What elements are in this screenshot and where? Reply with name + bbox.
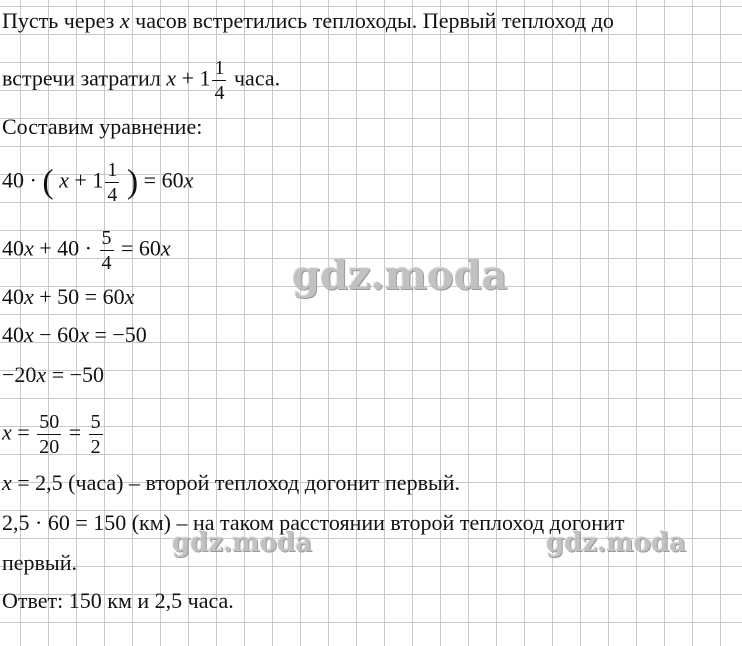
text: 40 <box>2 322 24 347</box>
text-line-1 <box>2 8 614 34</box>
equation-3 <box>2 284 134 310</box>
numerator: 50 <box>39 411 60 433</box>
fraction <box>37 412 61 457</box>
fraction <box>89 412 103 457</box>
denominator: 4 <box>107 184 118 206</box>
equation-5 <box>2 362 104 388</box>
text: = −50 <box>51 362 105 387</box>
denominator: 20 <box>39 436 60 458</box>
denominator: 4 <box>101 252 112 274</box>
text: = 60 <box>121 235 161 261</box>
text: = 2,5 (часа) – второй теплоход догонит первый. <box>17 470 461 495</box>
text-line-3 <box>2 114 202 140</box>
text: − 60 <box>39 322 80 347</box>
equation-7 <box>2 470 460 496</box>
text: + 40 · <box>39 235 92 261</box>
text: 2,5 · 60 = 150 (км) – на таком расстоянии второй теплоход догонит <box>2 510 625 535</box>
watermark-logo: gdz.moda <box>172 528 313 558</box>
text: часов встретились теплоходы. Первый теплоход до <box>135 8 614 33</box>
variable-x: x <box>2 419 12 445</box>
variable-x: x <box>183 167 194 193</box>
variable-x: x <box>24 284 34 309</box>
text: = −50 <box>94 322 147 347</box>
text: Пусть через <box>2 8 115 33</box>
text: 40 · <box>2 167 37 193</box>
text: = <box>68 419 82 445</box>
numerator: 1 <box>107 159 118 181</box>
variable-x: x <box>36 362 47 387</box>
answer-line <box>2 588 234 614</box>
denominator: 2 <box>90 436 101 458</box>
text: встречи затратил <box>2 65 161 91</box>
fraction <box>212 58 226 103</box>
watermark-logo: gdz.moda <box>546 528 687 558</box>
variable-x: x <box>160 235 171 261</box>
text: −20 <box>2 362 37 387</box>
numerator: 1 <box>214 57 225 79</box>
variable-x: x <box>24 235 34 261</box>
text: = <box>17 419 30 445</box>
variable-x: x <box>2 470 12 495</box>
text-line-2 <box>2 58 280 103</box>
text: первый. <box>2 550 77 575</box>
equation-2 <box>2 228 171 273</box>
text: 40 <box>2 235 24 261</box>
text: 40 <box>2 284 24 309</box>
variable-x: x <box>124 284 135 309</box>
paren-open: ( <box>42 163 54 201</box>
paren-close: ) <box>126 163 139 201</box>
text: часа. <box>233 65 281 91</box>
variable-x: x <box>79 322 89 347</box>
equation-4 <box>2 322 147 348</box>
fraction <box>100 228 114 273</box>
variable-x: x <box>24 322 34 347</box>
variable-x: x <box>166 65 177 91</box>
text-line-9 <box>2 550 77 576</box>
variable-x: x <box>59 167 69 193</box>
text: + 50 = 60 <box>39 284 125 309</box>
text: Ответ: 150 км и 2,5 часа. <box>2 588 234 613</box>
text: + 1 <box>74 167 104 193</box>
equation-6 <box>2 412 105 457</box>
text: Составим уравнение: <box>2 114 203 139</box>
watermark-logo: gdz.moda <box>292 252 508 299</box>
fraction <box>105 160 119 205</box>
numerator: 5 <box>90 411 101 433</box>
equation-8 <box>2 510 624 536</box>
denominator: 4 <box>214 82 225 104</box>
text: = 60 <box>143 167 184 193</box>
text: + 1 <box>181 65 211 91</box>
numerator: 5 <box>101 227 112 249</box>
variable-x: x <box>119 8 130 33</box>
equation-1 <box>2 160 193 205</box>
